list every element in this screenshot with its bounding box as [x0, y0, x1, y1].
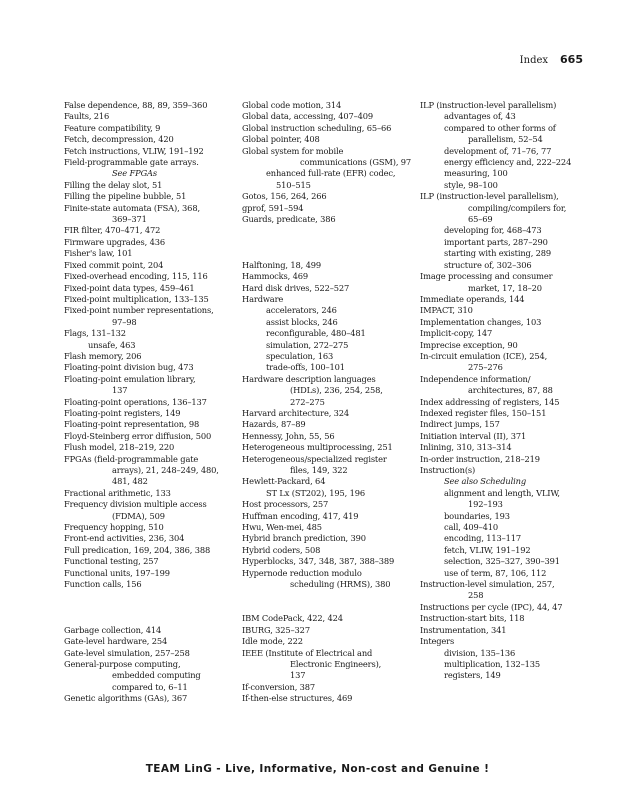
index-entry: 97–98 [112, 316, 137, 327]
index-entry: Global code motion, 314 [242, 100, 342, 110]
index-entry: Fisher's law, 101 [64, 248, 133, 259]
index-entry: Garbage collection, 414 [64, 624, 162, 635]
index-entry: Electronic Engineers), [290, 658, 382, 669]
index-entry: 272–275 [290, 396, 325, 407]
index-entry: Hard disk drives, 522–527 [242, 282, 350, 293]
index-entry: simulation, 272–275 [266, 339, 349, 350]
index-spacer [242, 248, 414, 259]
index-entry: Fixed commit point, 204 [64, 259, 164, 270]
index-entry: (FDMA), 509 [112, 510, 165, 521]
index-entry: compiling/compilers for, [468, 202, 567, 213]
index-entry: If-then-else structures, 469 [242, 693, 353, 704]
index-entry: Fractional arithmetic, 133 [64, 487, 171, 498]
index-entry: multiplication, 132–135 [444, 658, 541, 669]
index-entry: Idle mode, 222 [242, 636, 303, 647]
index-entry: Floyd-Steinberg error diffusion, 500 [64, 430, 212, 441]
index-entry: Heterogeneous multiprocessing, 251 [242, 442, 393, 453]
index-entry: Implementation changes, 103 [420, 316, 542, 327]
page-footer: TEAM LinG - Live, Informative, Non-cost and Genuine ! [145, 763, 490, 775]
index-entry: 275–276 [468, 362, 503, 373]
index-entry: General-purpose computing, [64, 658, 181, 669]
index-spacer [242, 237, 414, 248]
index-entry: Feature compatibility, 9 [64, 122, 161, 133]
index-entry: Gate-level hardware, 254 [64, 636, 168, 647]
index-entry: Hypernode reduction modulo [242, 567, 362, 578]
index-entry: fetch, VLIW, 191–192 [444, 544, 531, 555]
index-entry: Genetic algorithms (GAs), 367 [64, 693, 188, 704]
index-entry: scheduling (HRMS), 380 [290, 579, 391, 590]
index-column-2 [242, 100, 414, 705]
index-entry: unsafe, 463 [88, 339, 136, 350]
index-entry: encoding, 113–117 [444, 533, 522, 544]
index-entry: Implicit-copy, 147 [420, 328, 493, 339]
index-spacer [64, 613, 236, 624]
index-entry: enhanced full-rate (EFR) codec, [266, 168, 396, 179]
index-entry: 369–371 [112, 214, 147, 225]
index-entry: Frequency division multiple access [64, 499, 207, 510]
index-entry: Indirect jumps, 157 [420, 419, 500, 430]
index-entry: If-conversion, 387 [242, 681, 316, 692]
index-entry: Independence information/ [420, 373, 531, 384]
index-entry: Filling the pipeline bubble, 51 [64, 191, 187, 202]
index-entry: Field-programmable gate arrays. [64, 157, 199, 168]
index-entry: 481, 482 [112, 476, 148, 487]
running-header [520, 53, 583, 66]
index-entry: Full predication, 169, 204, 386, 388 [64, 544, 211, 555]
index-entry: Global instruction scheduling, 65–66 [242, 122, 392, 133]
index-entry: Fixed-point multiplication, 133–135 [64, 293, 209, 304]
index-entry: Floating-point division bug, 473 [64, 362, 194, 373]
index-entry: reconfigurable, 480–481 [266, 328, 366, 339]
index-entry: 65–69 [468, 214, 493, 225]
index-entry: Hybrid coders, 508 [242, 544, 321, 555]
index-entry: embedded computing [112, 670, 201, 681]
index-entry: market, 17, 18–20 [468, 282, 542, 293]
index-entry: energy efficiency and, 222–224 [444, 157, 572, 168]
index-entry: Flags, 131–132 [64, 328, 126, 339]
index-entry: Gotos, 156, 264, 266 [242, 191, 327, 202]
index-entry: use of term, 87, 106, 112 [444, 567, 547, 578]
index-entry: Halftoning, 18, 499 [242, 259, 321, 270]
index-column-1 [64, 100, 236, 705]
index-entry: Hybrid branch prediction, 390 [242, 533, 366, 544]
index-entry: Hwu, Wen-mei, 485 [242, 522, 322, 533]
index-entry: Instruction(s) [420, 465, 476, 475]
index-column-3 [420, 100, 592, 682]
index-entry: 192–193 [468, 499, 503, 510]
index-entry: Fixed-point number representations, [64, 305, 214, 316]
index-entry: IEEE (Institute of Electrical and [242, 647, 373, 658]
index-entry: division, 135–136 [444, 647, 516, 658]
index-entry: FPGAs (field-programmable gate [64, 453, 199, 464]
index-entry: Image processing and consumer [420, 271, 553, 282]
index-entry: Flash memory, 206 [64, 350, 142, 361]
index-entry: Floating-point representation, 98 [64, 419, 200, 430]
index-entry: Floating-point emulation library, [64, 373, 196, 384]
index-entry: style, 98–100 [444, 179, 498, 190]
index-entry: Function calls, 156 [64, 579, 142, 590]
index-entry: ILP (instruction-level parallelism) [420, 100, 557, 110]
index-entry: registers, 149 [444, 670, 501, 681]
index-entry: developing for, 468–473 [444, 225, 542, 236]
index-entry: Integers [420, 636, 455, 647]
index-entry: starting with existing, 289 [444, 248, 552, 259]
index-entry: Hammocks, 469 [242, 271, 309, 282]
index-entry: files, 149, 322 [290, 465, 348, 475]
index-entry: advantages of, 43 [444, 111, 516, 122]
index-entry: Fixed-overhead encoding, 115, 116 [64, 271, 208, 282]
index-entry: 137 [290, 670, 306, 681]
index-entry: Heterogeneous/specialized register [242, 453, 387, 464]
index-entry: See FPGAs [112, 168, 158, 179]
index-entry: Host processors, 257 [242, 499, 329, 510]
index-entry: Guards, predicate, 386 [242, 214, 336, 225]
index-entry: development of, 71–76, 77 [444, 145, 552, 156]
index-entry: Functional testing, 257 [64, 556, 159, 567]
index-entry: Flush model, 218–219, 220 [64, 442, 175, 453]
index-entry: Immediate operands, 144 [420, 293, 525, 304]
index-entry: Harvard architecture, 324 [242, 407, 350, 418]
index-entry: important parts, 287–290 [444, 236, 548, 247]
index-entry: communications (GSM), 97 [300, 157, 412, 168]
index-entry: Filling the delay slot, 51 [64, 179, 163, 190]
index-entry: Fetch instructions, VLIW, 191–192 [64, 145, 204, 156]
index-entry: selection, 325–327, 390–391 [444, 556, 560, 567]
section-label: Index [519, 55, 549, 66]
index-entry: IBURG, 325–327 [242, 624, 310, 635]
index-entry: ST Lx (ST202), 195, 196 [266, 487, 365, 498]
index-entry: Finite-state automata (FSA), 368, [64, 202, 200, 213]
index-entry: Hyperblocks, 347, 348, 387, 388–389 [242, 556, 395, 567]
index-entry: Instructions per cycle (IPC), 44, 47 [420, 601, 563, 612]
index-spacer [242, 602, 414, 613]
index-spacer [242, 225, 414, 236]
index-entry: False dependence, 88, 89, 359–360 [64, 100, 208, 110]
index-entry: Instrumentation, 341 [420, 624, 507, 635]
index-entry: Hardware description languages [242, 373, 376, 384]
page-number: 665 [560, 53, 583, 66]
index-entry: accelerators, 246 [266, 305, 337, 316]
index-entry: Fetch, decompression, 420 [64, 134, 174, 145]
index-entry: (HDLs), 236, 254, 258, [290, 385, 383, 396]
index-entry: boundaries, 193 [444, 510, 510, 521]
index-entry: assist blocks, 246 [266, 316, 338, 327]
index-entry: parallelism, 52–54 [468, 134, 543, 145]
index-entry: Inlining, 310, 313–314 [420, 442, 512, 453]
index-entry: Fixed-point data types, 459–461 [64, 282, 195, 293]
index-entry: arrays), 21, 248–249, 480, [112, 465, 219, 475]
index-entry: ILP (instruction-level parallelism), [420, 191, 559, 202]
index-entry: Global pointer, 408 [242, 134, 320, 145]
index-entry: Hardware [242, 293, 284, 304]
index-entry: 258 [468, 590, 484, 601]
index-entry: compared to, 6–11 [112, 681, 188, 692]
index-entry: compared to other forms of [444, 122, 556, 133]
index-entry: Hewlett-Packard, 64 [242, 476, 326, 487]
index-entry: Hennessy, John, 55, 56 [242, 430, 335, 441]
index-entry: Global data, accessing, 407–409 [242, 111, 374, 122]
index-entry: Frequency hopping, 510 [64, 522, 164, 533]
index-entry: Indexed register files, 150–151 [420, 407, 547, 418]
index-entry: In-circuit emulation (ICE), 254, [420, 350, 548, 361]
index-entry: Huffman encoding, 417, 419 [242, 510, 359, 521]
index-entry: Global system for mobile [242, 145, 344, 156]
index-entry: Floating-point operations, 136–137 [64, 396, 207, 407]
index-entry: call, 409–410 [444, 522, 499, 533]
index-entry: 510–515 [276, 179, 311, 190]
index-entry: Initiation interval (II), 371 [420, 430, 527, 441]
index-entry: IBM CodePack, 422, 424 [242, 613, 343, 624]
index-entry: alignment and length, VLIW, [444, 487, 560, 498]
index-entry: architectures, 87, 88 [468, 385, 553, 396]
index-entry: trade-offs, 100–101 [266, 362, 345, 373]
index-spacer [64, 590, 236, 601]
index-spacer [64, 602, 236, 613]
index-entry: Floating-point registers, 149 [64, 407, 181, 418]
index-spacer [242, 590, 414, 601]
index-entry: FIR filter, 470–471, 472 [64, 225, 161, 236]
index-entry: See also Scheduling [444, 476, 526, 487]
index-entry: 137 [112, 385, 128, 396]
index-entry: speculation, 163 [266, 350, 334, 361]
index-entry: Instruction-start bits, 118 [420, 613, 525, 624]
index-entry: In-order instruction, 218–219 [420, 453, 540, 464]
index-entry: Gate-level simulation, 257–258 [64, 647, 190, 658]
index-entry: IMPACT, 310 [420, 305, 473, 316]
index-entry: Firmware upgrades, 436 [64, 236, 165, 247]
index-entry: Imprecise exception, 90 [420, 339, 518, 350]
index-entry: Functional units, 197–199 [64, 567, 170, 578]
index-entry: Hazards, 87–89 [242, 419, 306, 430]
index-entry: Faults, 216 [64, 111, 110, 122]
index-entry: Instruction-level simulation, 257, [420, 579, 555, 590]
index-entry: structure of, 302–306 [444, 259, 532, 270]
index-entry: gprof, 591–594 [242, 202, 304, 213]
index-entry: Index addressing of registers, 145 [420, 396, 560, 407]
index-entry: Front-end activities, 236, 304 [64, 533, 185, 544]
index-entry: measuring, 100 [444, 168, 508, 179]
